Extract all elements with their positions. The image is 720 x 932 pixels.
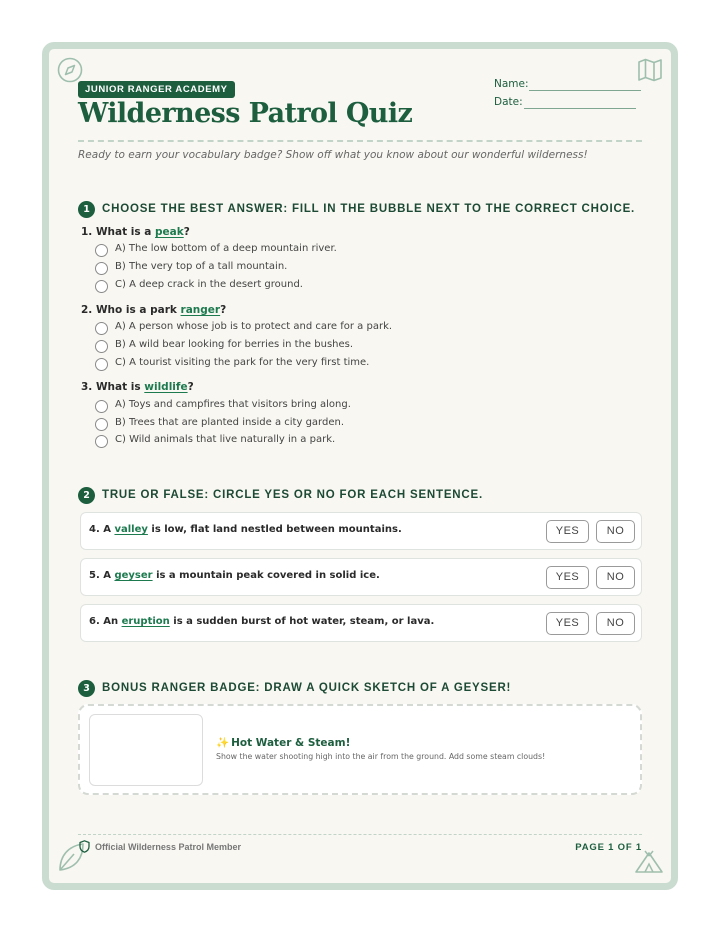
header-divider [78, 140, 642, 142]
question-heading: 1. What is a peak? [81, 226, 190, 238]
answer-bubble[interactable] [95, 280, 108, 293]
no-button[interactable]: NO [596, 612, 635, 635]
statement-text: 4. A valley is low, flat land nestled between mountains. [89, 524, 402, 535]
vocab-term: geyser [114, 570, 153, 581]
sketch-hint-text: Show the water shooting high into the air from the ground. Add some steam clouds! [216, 752, 546, 761]
answer-bubble[interactable] [95, 418, 108, 431]
section-title: TRUE OR FALSE: CIRCLE YES OR NO FOR EACH SENTENCE. [102, 489, 483, 501]
sparkle-icon: ✨ [216, 737, 230, 749]
answer-bubble[interactable] [95, 358, 108, 371]
map-icon [637, 58, 663, 82]
sketch-hint-title: ✨ Hot Water & Steam! [216, 737, 351, 749]
vocab-term: valley [114, 524, 148, 535]
answer-bubble[interactable] [95, 244, 108, 257]
true-false-item [80, 604, 642, 642]
date-label: Date: [494, 96, 523, 108]
true-false-item [80, 512, 642, 550]
section-number: 3 [78, 680, 95, 697]
yes-button[interactable]: YES [546, 566, 589, 589]
vocab-term: ranger [180, 304, 221, 316]
compass-icon [57, 57, 83, 83]
shield-icon [79, 840, 90, 853]
vocab-term: eruption [121, 616, 170, 627]
answer-bubble[interactable] [95, 262, 108, 275]
yes-button[interactable]: YES [546, 520, 589, 543]
vocab-term: peak [155, 226, 184, 238]
answer-bubble[interactable] [95, 340, 108, 353]
question-heading: 3. What is wildlife? [81, 381, 194, 393]
footer-divider [78, 834, 642, 835]
date-field[interactable] [524, 108, 636, 109]
statement-text: 6. An eruption is a sudden burst of hot water, steam, or lava. [89, 616, 435, 627]
drawing-area[interactable] [89, 714, 203, 786]
question-heading: 2. Who is a park ranger? [81, 304, 227, 316]
yes-button[interactable]: YES [546, 612, 589, 635]
answer-bubble[interactable] [95, 322, 108, 335]
page-subtitle: Ready to earn your vocabulary badge? Show off what you know about our wonderful wilderness! [78, 149, 588, 161]
name-label: Name: [494, 78, 529, 90]
vocab-term: wildlife [144, 381, 188, 393]
answer-bubble[interactable] [95, 435, 108, 448]
answer-bubble[interactable] [95, 400, 108, 413]
academy-badge: JUNIOR RANGER ACADEMY [78, 81, 235, 98]
page-number: PAGE 1 OF 1 [575, 842, 642, 853]
section-number: 1 [78, 201, 95, 218]
true-false-item [80, 558, 642, 596]
tent-icon [634, 850, 664, 874]
name-field[interactable] [529, 90, 641, 91]
no-button[interactable]: NO [596, 566, 635, 589]
sketch-panel [78, 704, 642, 795]
page-title: Wilderness Patrol Quiz [78, 98, 413, 129]
section-number: 2 [78, 487, 95, 504]
section-title: CHOOSE THE BEST ANSWER: FILL IN THE BUBBLE NEXT TO THE CORRECT CHOICE. [102, 203, 636, 215]
section-title: BONUS RANGER BADGE: DRAW A QUICK SKETCH OF A GEYSER! [102, 682, 512, 694]
no-button[interactable]: NO [596, 520, 635, 543]
statement-text: 5. A geyser is a mountain peak covered in solid ice. [89, 570, 380, 581]
footer-membership: Official Wilderness Patrol Member [95, 842, 241, 852]
